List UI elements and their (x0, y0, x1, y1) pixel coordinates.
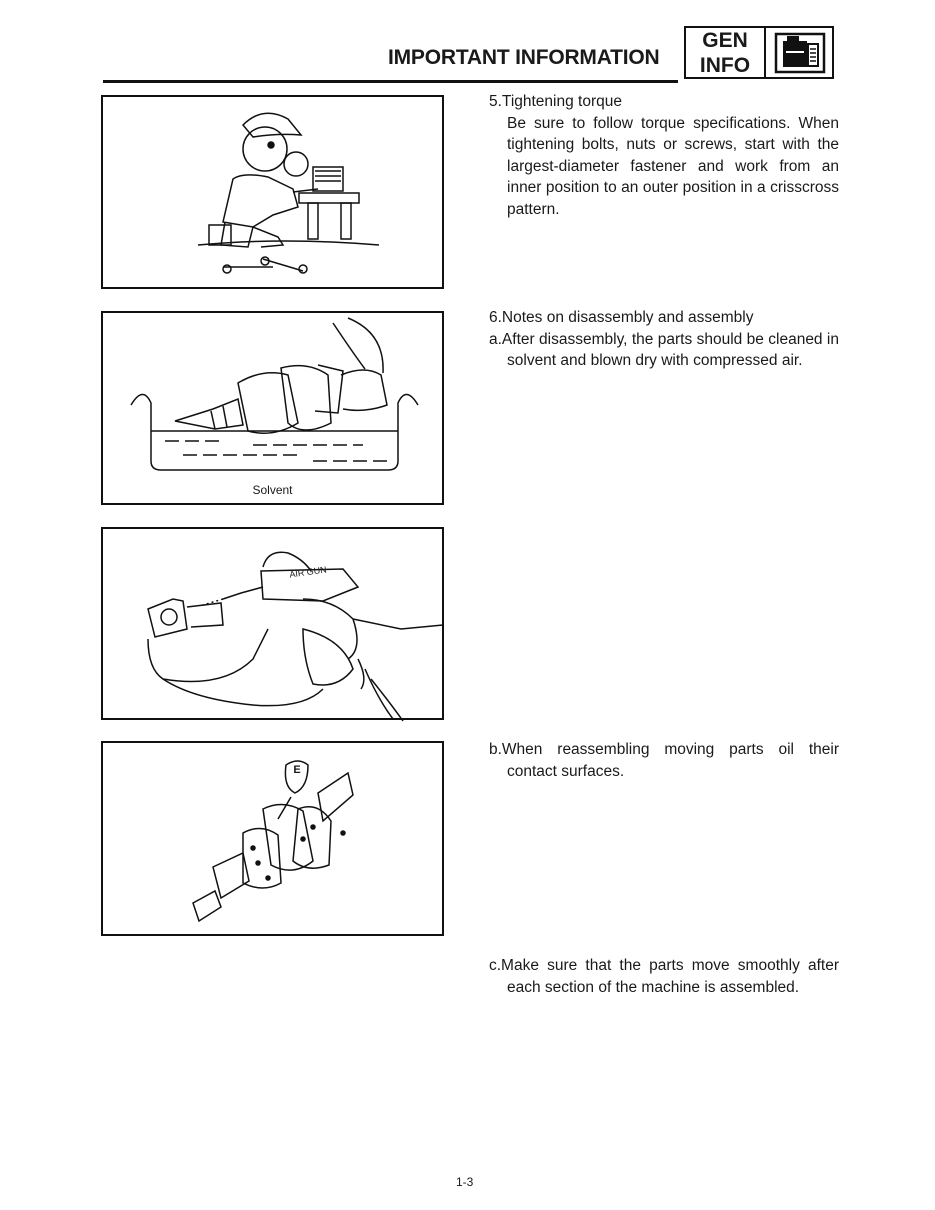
badge-line-2: INFO (699, 54, 751, 77)
torque-heading: 5.Tightening torque (489, 93, 622, 110)
page-title: IMPORTANT INFORMATION (388, 46, 660, 69)
gen-info-badge (684, 26, 834, 79)
solvent-label: Solvent (252, 483, 293, 497)
notes-item-a: a.After disassembly, the parts should be cleaned in solvent and blown dry with compressed air. (489, 330, 839, 369)
badge-line-1: GEN (702, 29, 748, 52)
notes-item-c: c.Make sure that the parts move smoothly after each section of the machine is assembled. (489, 957, 839, 996)
torque-body: Be sure to follow torque specifications. When tightening bolts, nuts or screws, start with the largest-diameter fastener and work from an inner position to an outer position in a crisscross pattern. (507, 114, 839, 218)
figure-crankshaft-oiling (101, 741, 444, 936)
torque-section (489, 91, 839, 220)
badge-divider (764, 28, 766, 77)
figure-air-gun-drying (101, 527, 444, 720)
service-manual-icon (774, 32, 826, 74)
figure-mechanic-tightening (101, 95, 444, 289)
air-gun-label: AIR GUN (288, 564, 328, 580)
notes-item-b: b.When reassembling moving parts oil their contact surfaces. (489, 741, 839, 780)
header-rule (103, 80, 678, 83)
notes-item-c-block (489, 955, 839, 998)
page-number: 1-3 (456, 1175, 474, 1189)
oil-symbol: E (293, 764, 301, 776)
notes-heading: 6.Notes on disassembly and assembly (489, 309, 754, 326)
notes-section (489, 307, 839, 372)
figure-solvent-bath (101, 311, 444, 505)
notes-item-b-block (489, 739, 839, 782)
